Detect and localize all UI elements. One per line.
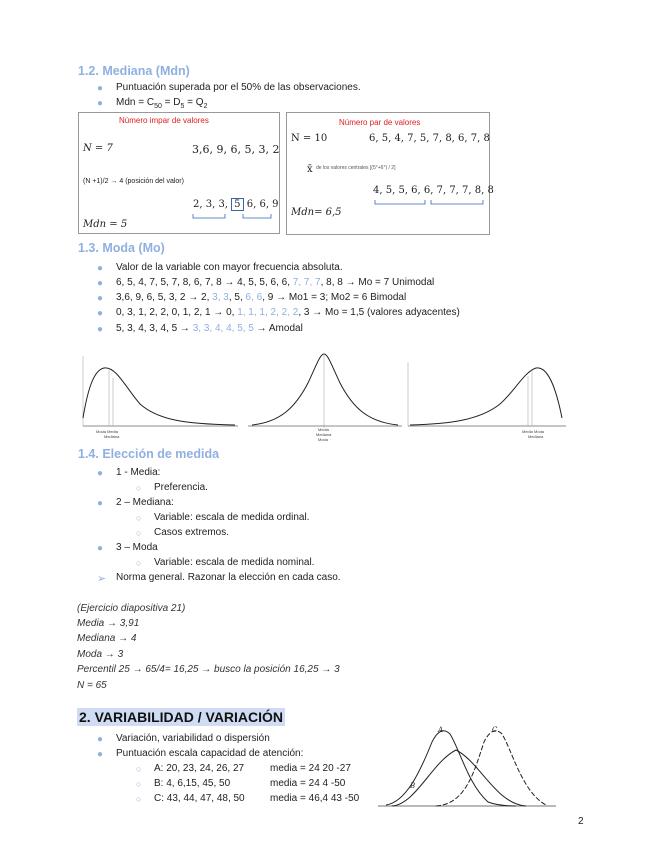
odd-formula: (N +1)/2 → 4 (posición del valor) <box>83 178 184 185</box>
bullet: ● <box>97 543 104 554</box>
odd-values: 3,6, 9, 6, 5, 3, 2 <box>192 143 280 156</box>
sub-bullet: ○ <box>136 528 142 538</box>
group-b-media: media = 24 4 -50 <box>270 778 346 789</box>
symmetric-curve <box>248 354 402 428</box>
choice-mediana: 2 – Mediana: <box>116 497 174 508</box>
exercise-mediana: Mediana → 4 <box>77 633 137 644</box>
choice-mediana-extremos: Casos extremos. <box>154 527 230 538</box>
exercise-media: Media → 3,91 <box>77 618 140 629</box>
curve1-label-1: Moda Media <box>96 429 119 434</box>
variabilidad-definition: Variación, variabilidad o dispersión <box>116 733 270 744</box>
odd-n: N = 7 <box>83 143 113 154</box>
curve-b-label: B <box>410 782 416 790</box>
sub-bullet: ○ <box>136 558 142 568</box>
sub-bullet: ○ <box>136 513 142 523</box>
mediana-equivalence: Mdn = $C_{50} = D_5 = Q_2$ <box>116 97 208 110</box>
curve3-label-1: Media Moda <box>522 429 545 434</box>
section-title-eleccion: 1.4. Elección de medida <box>78 447 220 461</box>
bullet: ● <box>97 98 104 109</box>
odd-mdn: Mdn = 5 <box>83 219 128 230</box>
choice-mediana-ordinal: Variable: escala de medida ordinal. <box>154 512 310 523</box>
curve2-label-2: Mediana <box>316 432 332 437</box>
even-brackets <box>373 199 487 207</box>
section-title-mediana: 1.2. Mediana (Mdn) <box>78 64 190 78</box>
group-a-values: A: 20, 23, 24, 26, 27 <box>154 763 245 774</box>
moda-example-adjacent: 0, 3, 1, 2, 2, 0, 1, 2, 1 → 0, 1, 1, 1, 2, 2, 2, 3 → Mo = 1,5 (valores adyacentes) <box>116 307 460 318</box>
choice-moda: 3 – Moda <box>116 542 158 553</box>
odd-brackets <box>191 213 273 221</box>
curve-b <box>392 750 526 806</box>
variability-curves <box>376 722 558 810</box>
exercise-title: (Ejercicio diapositiva 21) <box>77 603 186 614</box>
bullet: ● <box>97 734 104 745</box>
curve1-label-2: Mediana <box>104 434 120 439</box>
curve3-label-2: Mediana <box>528 434 544 439</box>
arrow-bullet-icon: ➢ <box>97 573 107 585</box>
sub-bullet: ○ <box>136 794 142 804</box>
section-title-moda: 1.3. Moda (Mo) <box>78 241 165 255</box>
bullet: ● <box>97 324 104 335</box>
section-title-variabilidad: 2. VARIABILIDAD / VARIACIÓN <box>79 709 284 725</box>
curve2-label-1: Media <box>318 427 329 432</box>
odd-values-box <box>78 112 280 234</box>
moda-example-unimodal: 6, 5, 4, 7, 5, 7, 8, 6, 7, 8 → 4, 5, 5, 6, 6, 7, 7, 7, 8, 8 → Mo = 7 Unimodal <box>116 277 435 288</box>
curve-a-label: A <box>438 726 444 734</box>
curve-a <box>386 731 516 806</box>
even-note: de los valores centrales [(5°+6°) / 2] <box>316 165 396 171</box>
odd-box-title: Número impar de valores <box>119 116 209 125</box>
moda-definition: Valor de la variable con mayor frecuencia absoluta. <box>116 262 343 273</box>
bullet: ● <box>97 263 104 274</box>
x-bar-icon: x̄ <box>307 164 313 175</box>
even-n: N = 10 <box>291 133 328 144</box>
sub-bullet: ○ <box>136 483 142 493</box>
mediana-definition: Puntuación superada por el 50% de las observaciones. <box>116 82 361 93</box>
bullet: ● <box>97 468 104 479</box>
even-sorted: 4, 5, 5, 6, 6, 7, 7, 7, 8, 8 <box>373 185 494 196</box>
curve2-label-3: Moda <box>318 437 329 442</box>
page-number: 2 <box>578 816 584 827</box>
even-values-box <box>286 112 494 235</box>
exercise-percentil: Percentil 25 → 65/4= 16,25 → busco la posición 16,25 → 3 <box>77 664 340 675</box>
even-mdn: Mdn= 6,5 <box>291 207 342 218</box>
choice-moda-nominal: Variable: escala de medida nominal. <box>154 557 315 568</box>
group-c-values: C: 43, 44, 47, 48, 50 <box>154 793 245 804</box>
bullet: ● <box>97 498 104 509</box>
exercise-moda: Moda → 3 <box>77 649 124 660</box>
group-a-media: media = 24 20 -27 <box>270 763 351 774</box>
exercise-n: N = 65 <box>77 680 107 691</box>
bullet: ● <box>97 308 104 319</box>
curve-c-label: C <box>492 726 498 734</box>
median-highlight: 5 <box>231 198 243 211</box>
left-skew-curve <box>408 362 566 426</box>
group-c-media: media = 46,4 43 -50 <box>270 793 360 804</box>
choice-media-preference: Preferencia. <box>154 482 208 493</box>
bullet: ● <box>97 83 104 94</box>
moda-example-amodal: 5, 3, 4, 3, 4, 5 → 3, 3, 4, 4, 5, 5 → Amodal <box>116 323 303 334</box>
sub-bullet: ○ <box>136 764 142 774</box>
even-values: 6, 5, 4, 7, 5, 7, 8, 6, 7, 8 <box>369 133 490 144</box>
choice-media: 1 - Media: <box>116 467 161 478</box>
moda-example-bimodal: 3,6, 9, 6, 5, 3, 2 → 2, 3, 3, 5, 6, 6, 9 → Mo1 = 3; Mo2 = 6 Bimodal <box>116 292 407 303</box>
curve-c <box>436 731 546 806</box>
right-skew-curve <box>83 356 238 426</box>
bullet: ● <box>97 749 104 760</box>
sub-bullet: ○ <box>136 779 142 789</box>
atencion-scale: Puntuación escala capacidad de atención: <box>116 748 304 759</box>
odd-sorted: 2, 3, 3, 5 6, 6, 9 <box>193 199 279 210</box>
bullet: ● <box>97 293 104 304</box>
even-box-title: Número par de valores <box>339 118 421 127</box>
choice-general-rule: Norma general. Razonar la elección en cada caso. <box>116 572 341 583</box>
bullet: ● <box>97 278 104 289</box>
group-b-values: B: 4, 6,15, 45, 50 <box>154 778 231 789</box>
